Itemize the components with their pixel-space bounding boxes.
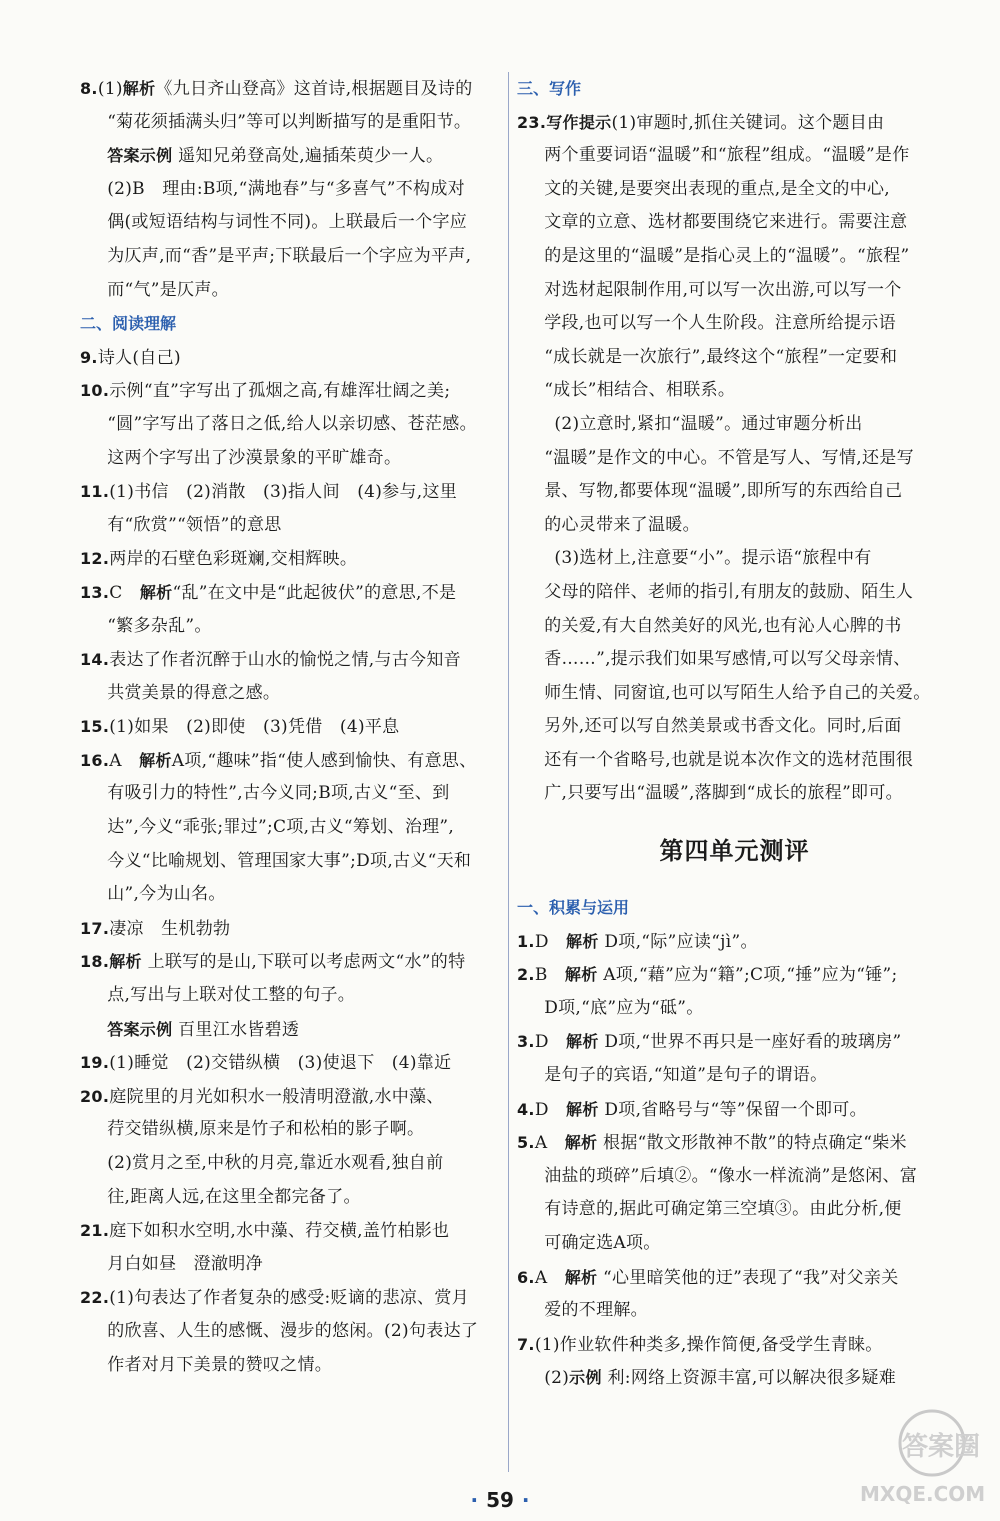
q22-line-2: 的欣喜、人生的感慨、漫步的悠闲。(2)句表达了 bbox=[107, 1320, 479, 1341]
q23-line-11: “温暖”是作文的中心。不管是写人、写情,还是写 bbox=[544, 447, 914, 468]
q16-line-3: 达”,今义“乖张;罪过”;C项,古义“筹划、治理”, bbox=[107, 817, 455, 838]
q22-line-3: 作者对月下美景的赞叹之情。 bbox=[107, 1354, 333, 1375]
column-divider bbox=[508, 72, 509, 1472]
q23-line-9: “成长”相结合、相联系。 bbox=[544, 380, 736, 401]
q11-line-1: 11.(1)书信 (2)消散 (3)指人间 (4)参与,这里 bbox=[80, 482, 458, 503]
q23-line-1: 23.写作提示(1)审题时,抓住关键词。这个题目由 bbox=[517, 112, 885, 133]
a2-line-1: 2.B 解析 A项,“藉”应为“籍”;C项,“捶”应为“锤”; bbox=[517, 965, 898, 986]
q18-line-2: 点,写出与上联对仗工整的句子。 bbox=[107, 985, 356, 1006]
q16-line-2: 有吸引力的特性”,古今义同;B项,古义“至、到 bbox=[107, 783, 450, 804]
a7-line-1: 7.(1)作业软件种类多,操作简便,备受学生青睐。 bbox=[517, 1334, 883, 1355]
answer-example-label: 答案示例 bbox=[107, 146, 173, 166]
q23-line-5: 的是这里的“温暖”是指心灵上的“温暖”。“旅程” bbox=[544, 245, 910, 266]
a3-line-2: 是句子的宾语,“知道”是句子的谓语。 bbox=[544, 1065, 828, 1086]
a6-line-2: 爱的不理解。 bbox=[544, 1300, 648, 1321]
q20-line-1: 20.庭院里的月光如积水一般清明澄澈,水中藻、 bbox=[80, 1086, 444, 1107]
a4: 4.D 解析 D项,省略号与“等”保留一个即可。 bbox=[517, 1099, 867, 1120]
watermark-bottom-text: MXQE.COM bbox=[860, 1482, 986, 1506]
q12: 12.两岸的石壁色彩斑斓,交相辉映。 bbox=[80, 549, 358, 570]
page-dot-left: · bbox=[470, 1488, 479, 1512]
q18-line-1: 18.解析 上联写的是山,下联可以考虑两文“水”的特 bbox=[80, 952, 466, 973]
q23-line-6: 对选材起限制作用,可以写一次出游,可以写一个 bbox=[544, 279, 902, 300]
q8-line-2: “菊花须插满头归”等可以判断描写的是重阳节。 bbox=[107, 111, 472, 132]
q23-line-20: 还有一个省略号,也就是说本次作文的选材范围很 bbox=[544, 749, 914, 770]
q23-line-21: 广,只要写出“温暖”,落脚到“成长的旅程”即可。 bbox=[544, 783, 903, 804]
a1: 1.D 解析 D项,“际”应读“jì”。 bbox=[517, 931, 758, 952]
q8-line-4: (2)B 理由:B项,“满地春”与“多喜气”不构成对 bbox=[107, 178, 465, 199]
q16-line-1: 16.A 解析A项,“趣味”指“使人感到愉快、有意思、 bbox=[80, 750, 477, 771]
q8-line-7: 而“气”是仄声。 bbox=[107, 279, 229, 300]
a5-line-4: 可确定选A项。 bbox=[544, 1233, 661, 1253]
q23-line-18: 师生情、同窗谊,也可以写陌生人给予自己的关爱。 bbox=[544, 682, 931, 703]
q23-line-16: 的关爱,有大自然美好的风光,也有沁人心脾的书 bbox=[544, 615, 902, 636]
q21-line-2: 月白如昼 澄澈明净 bbox=[107, 1253, 263, 1274]
q23-line-17: 香……”,提示我们如果写感情,可以写父母亲情、 bbox=[544, 649, 911, 670]
q15: 15.(1)如果 (2)即使 (3)凭借 (4)平息 bbox=[80, 717, 400, 738]
q14-line-2: 共赏美景的得意之感。 bbox=[107, 682, 281, 703]
unit-title: 第四单元测评 bbox=[659, 837, 810, 866]
a7-line-2: (2)示例 利:网络上资源丰富,可以解决很多疑难 bbox=[544, 1368, 897, 1389]
q8-line-1: 8.(1)解析《九日齐山登高》这首诗,根据题目及诗的 bbox=[80, 79, 473, 99]
q23-line-3: 文的关键,是要突出表现的重点,是全文的中心, bbox=[544, 178, 890, 199]
writing-tips-label: 写作提示 bbox=[546, 112, 612, 132]
page-dot-right: · bbox=[521, 1488, 530, 1512]
q8-answer: 答案示例 遥知兄弟登高处,遍插茱萸少一人。 bbox=[107, 146, 444, 167]
q16-line-5: 山”,今为山名。 bbox=[107, 884, 226, 905]
a3-line-1: 3.D 解析 D项,“世界不再只是一座好看的玻璃房” bbox=[517, 1032, 902, 1053]
q21-line-1: 21.庭下如积水空明,水中藻、荇交横,盖竹柏影也 bbox=[80, 1221, 450, 1242]
q10-line-1: 10.示例“直”字写出了孤烟之高,有雄浑壮阔之美; bbox=[80, 381, 451, 402]
section-heading-writing: 三、写作 bbox=[517, 79, 582, 98]
q18-answer: 答案示例 百里江水皆碧透 bbox=[107, 1019, 300, 1040]
a2-line-2: D项,“底”应为“砥”。 bbox=[544, 997, 704, 1018]
a5-line-1: 5.A 解析 根据“散文形散神不散”的特点确定“柴米 bbox=[517, 1133, 907, 1154]
q23-line-4: 文章的立意、选材都要围绕它来进行。需要注意 bbox=[544, 212, 908, 233]
q9: 9.诗人(自己) bbox=[80, 347, 181, 368]
q16-line-4: 今义“比喻规划、管理国家大事”;D项,古义“天和 bbox=[107, 850, 472, 871]
q13-line-1: 13.C 解析“乱”在文中是“此起彼伏”的意思,不是 bbox=[80, 582, 457, 603]
q8-number: 8. bbox=[80, 79, 98, 98]
watermark-logo bbox=[842, 1403, 992, 1513]
q22-line-1: 22.(1)句表达了作者复杂的感受:贬谪的悲凉、赏月 bbox=[80, 1288, 469, 1309]
q23-line-2: 两个重要词语“温暖”和“旅程”组成。“温暖”是作 bbox=[544, 145, 910, 166]
q8-line-6: 为仄声,而“香”是平声;下联最后一个字应为平声, bbox=[107, 245, 472, 266]
q23-line-15: 父母的陪伴、老师的指引,有朋友的鼓励、陌生人 bbox=[544, 581, 914, 602]
q10-line-2: “圆”字写出了落日之低,给人以亲切感、苍茫感。 bbox=[107, 413, 477, 434]
q14-line-1: 14.表达了作者沉醉于山水的愉悦之情,与古今知音 bbox=[80, 650, 461, 671]
q19: 19.(1)睡觉 (2)交错纵横 (3)使退下 (4)靠近 bbox=[80, 1053, 452, 1074]
analysis-label: 解析 bbox=[122, 79, 156, 98]
section-heading-accumulation: 一、积累与运用 bbox=[517, 898, 630, 918]
q23-line-13: 的心灵带来了温暖。 bbox=[544, 514, 700, 535]
q23-line-8: “成长就是一次旅行”,最终这个“旅程”一定要和 bbox=[544, 346, 898, 367]
a5-line-3: 有诗意的,据此可确定第三空填③。由此分析,便 bbox=[544, 1199, 902, 1220]
watermark-top-text: 答案圈 bbox=[902, 1432, 981, 1462]
left-column bbox=[80, 72, 498, 1382]
q20-line-2: 荇交错纵横,原来是竹子和松柏的影子啊。 bbox=[107, 1119, 425, 1140]
q23-line-14: (3)选材上,注意要“小”。提示语“旅程中有 bbox=[554, 548, 872, 569]
q17: 17.凄凉 生机勃勃 bbox=[80, 918, 231, 939]
q10-line-3: 这两个字写出了沙漠景象的平旷雄奇。 bbox=[107, 447, 402, 468]
right-column bbox=[517, 72, 952, 1395]
q8-line-5: 偶(或短语结构与词性不同)。上联最后一个字应 bbox=[107, 212, 468, 233]
a6-line-1: 6.A 解析 “心里暗笑他的迂”表现了“我”对父亲关 bbox=[517, 1267, 899, 1288]
q13-line-2: “繁多杂乱”。 bbox=[107, 615, 212, 636]
q23-line-10: (2)立意时,紧扣“温暖”。通过审题分析出 bbox=[554, 413, 863, 434]
q20-line-3: (2)赏月之至,中秋的月亮,靠近水观看,独自前 bbox=[107, 1153, 444, 1173]
q11-line-2: 有“欣赏”“领悟”的意思 bbox=[107, 514, 282, 535]
q20-line-4: 往,距离人远,在这里全都完备了。 bbox=[107, 1186, 361, 1207]
a5-line-2: 油盐的琐碎”后填②。“像水一样流淌”是悠闲、富 bbox=[544, 1165, 918, 1186]
section-heading-reading: 二、阅读理解 bbox=[80, 314, 177, 334]
q23-line-19: 另外,还可以写自然美景或书香文化。同时,后面 bbox=[544, 716, 902, 737]
q23-line-12: 景、写物,都要体现“温暖”,即所写的东西给自己 bbox=[544, 481, 903, 502]
q23-line-7: 学段,也可以写一个人生阶段。注意所给提示语 bbox=[544, 313, 896, 334]
page-number-value: 59 bbox=[486, 1488, 514, 1512]
